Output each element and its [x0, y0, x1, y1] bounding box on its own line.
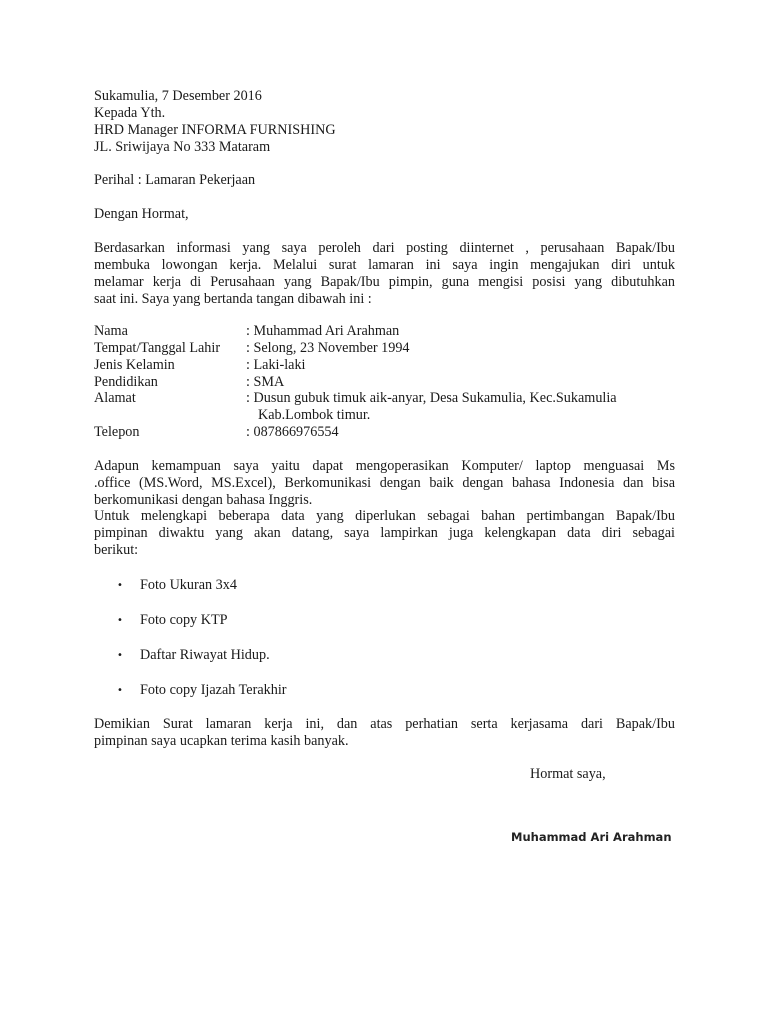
- intro-line: Berdasarkan informasi yang saya peroleh dari posting diinternet , perusahaan Bapak/Ibu: [94, 240, 675, 256]
- intro-line: membuka lowongan kerja. Melalui surat lamaran ini saya ingin mengajukan diri untuk: [94, 257, 675, 273]
- attachment-line: Untuk melengkapi beberapa data yang diperlukan sebagai bahan pertimbangan Bapak/Ibu: [94, 508, 675, 524]
- place-date: Sukamulia, 7 Desember 2016: [94, 88, 262, 104]
- intro-line: melamar kerja di Perusahaan yang Bapak/Ibu pimpin, guna mengisi posisi yang dibutuhkan: [94, 274, 675, 290]
- detail-value: : SMA: [246, 374, 285, 390]
- detail-label: Tempat/Tanggal Lahir: [94, 340, 221, 356]
- detail-label: Nama: [94, 323, 128, 339]
- intro-paragraph: [94, 240, 675, 308]
- ability-line: Adapun kemampuan saya yaitu dapat mengoperasikan Komputer/ laptop menguasai Ms: [94, 458, 675, 474]
- detail-label: Alamat: [94, 390, 136, 406]
- bullet-icon: •: [117, 650, 123, 661]
- list-item: Foto Ukuran 3x4: [140, 577, 237, 593]
- subject-line: Perihal : Lamaran Pekerjaan: [94, 172, 256, 188]
- detail-label: Telepon: [94, 424, 140, 440]
- greeting: Dengan Hormat,: [94, 206, 189, 222]
- attachment-line: berikut:: [94, 542, 139, 558]
- ability-line: .office (MS.Word, MS.Excel), Berkomunikasi dengan baik dengan bahasa Indonesia dan bisa: [94, 475, 675, 491]
- recipient-address: JL. Sriwijaya No 333 Mataram: [94, 139, 271, 155]
- list-item: Foto copy Ijazah Terakhir: [140, 682, 287, 698]
- detail-value-continued: Kab.Lombok timur.: [258, 407, 371, 423]
- attachment-line: pimpinan diwaktu yang akan datang, saya lampirkan juga kelengkapan data diri sebagai: [94, 525, 675, 541]
- detail-value: : Dusun gubuk timuk aik-anyar, Desa Sukamulia, Kec.Sukamulia: [246, 390, 617, 406]
- salutation-to: Kepada Yth.: [94, 105, 166, 121]
- attachment-paragraph: [94, 508, 675, 559]
- detail-value: : 087866976554: [246, 424, 339, 440]
- list-item: Foto copy KTP: [140, 612, 228, 628]
- closing-line: pimpinan saya ucapkan terima kasih banyak.: [94, 733, 349, 749]
- detail-value: : Selong, 23 November 1994: [246, 340, 410, 356]
- list-item: Daftar Riwayat Hidup.: [140, 647, 270, 663]
- ability-line: berkomunikasi dengan bahasa Inggris.: [94, 492, 313, 508]
- bullet-icon: •: [117, 580, 123, 591]
- recipient-name: HRD Manager INFORMA FURNISHING: [94, 122, 336, 138]
- bullet-icon: •: [117, 685, 123, 696]
- detail-value: : Laki-laki: [246, 357, 306, 373]
- detail-value: : Muhammad Ari Arahman: [246, 323, 400, 339]
- bullet-icon: •: [117, 615, 123, 626]
- ability-paragraph: [94, 458, 675, 509]
- intro-line: saat ini. Saya yang bertanda tangan dibawah ini :: [94, 291, 372, 307]
- closing-paragraph: [94, 716, 675, 750]
- signoff: Hormat saya,: [530, 766, 606, 782]
- detail-label: Pendidikan: [94, 374, 158, 390]
- closing-line: Demikian Surat lamaran kerja ini, dan atas perhatian serta kerjasama dari Bapak/Ibu: [94, 716, 675, 732]
- signer-name: Muhammad Ari Arahman: [511, 830, 672, 844]
- detail-label: Jenis Kelamin: [94, 357, 175, 373]
